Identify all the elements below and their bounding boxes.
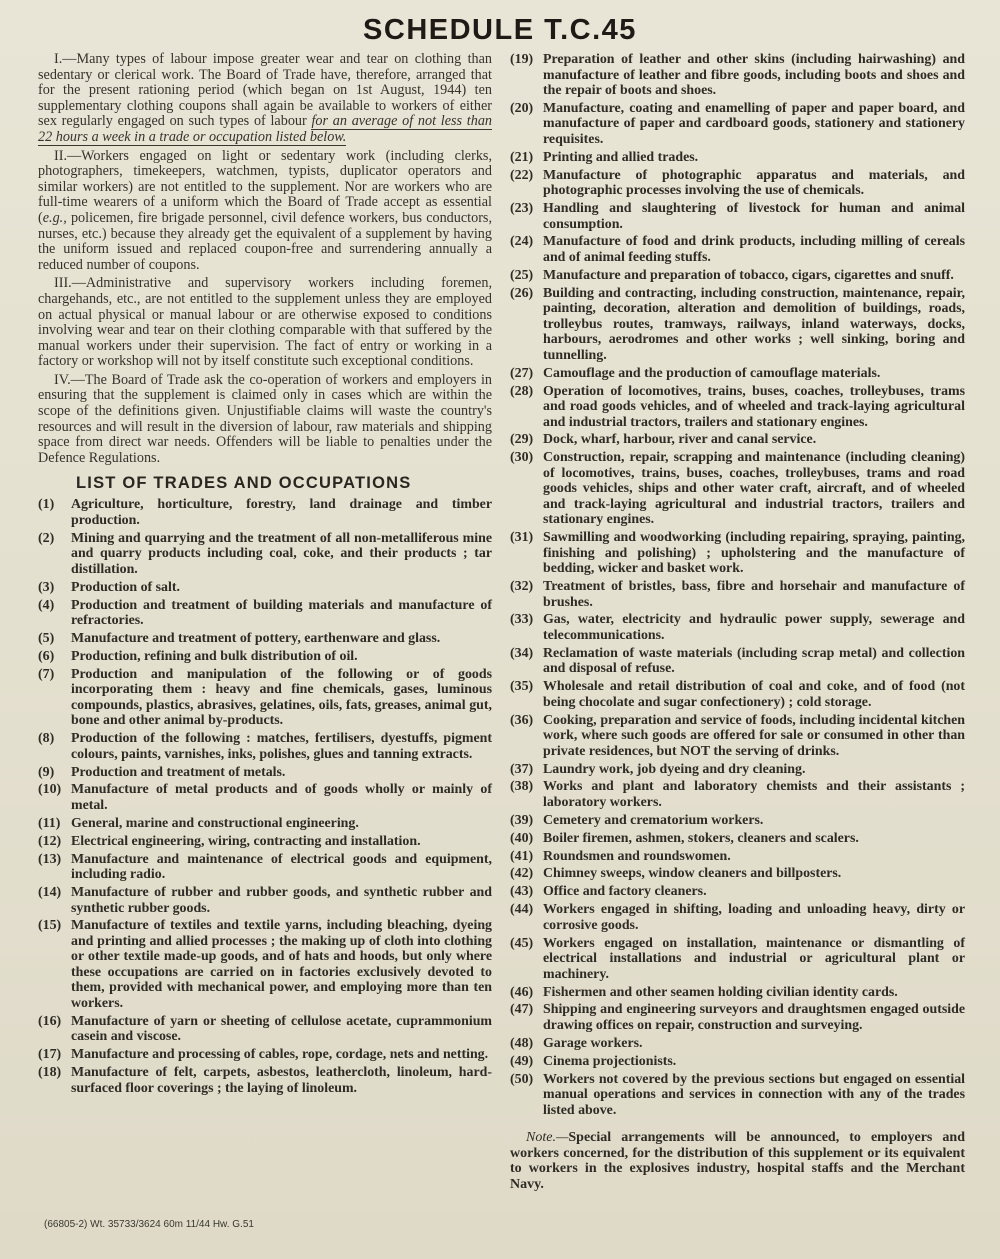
trade-number: (29) [510,432,534,448]
trade-number: (1) [38,497,55,513]
trade-list-item [38,885,492,916]
trade-number: (20) [510,100,534,116]
trade-text: Manufacture and processing of cables, rope, cordage, nets and netting. [71,1047,489,1063]
trade-number: (21) [510,149,534,165]
trade-number: (25) [510,267,534,283]
trade-text: Manufacture and preparation of tobacco, cigars, cigarettes and snuff. [543,267,954,283]
trade-number: (41) [510,848,534,864]
trade-number: (10) [38,782,62,798]
trade-number: (2) [38,530,55,546]
trade-list-item [38,765,492,781]
trade-text: Manufacture of rubber and rubber goods, and synthetic rubber and synthetic rubber goods. [71,885,492,916]
trade-number: (45) [510,935,534,951]
trade-text: Printing and allied trades. [543,149,699,165]
trade-number: (50) [510,1071,534,1087]
trade-text: Reclamation of waste materials (including scrap metal) and collection and disposal of refuse. [543,645,965,677]
trade-text: Manufacture of food and drink products, including milling of cereals and of animal feeding stuffs. [543,234,965,265]
trade-text: Production of salt. [71,579,180,595]
trade-number: (6) [38,648,55,664]
trade-list-item [510,1036,965,1052]
trade-text: Agriculture, horticulture, forestry, land drainage and timber production. [71,497,492,528]
trade-list-item [510,646,965,677]
trade-list-item [510,679,965,710]
trade-text: Workers engaged in shifting, loading and unloading heavy, dirty or corrosive goods. [543,902,965,933]
trade-list-item [510,884,965,900]
trade-text: Cinema projectionists. [543,1053,677,1069]
trade-text: Building and contracting, including construction, maintenance, repair, painting, decoration, alteration and demolition of buildings, roads, trolleybus routes, tramways, railways, inland waterways, docks, harbours, aerodromes and other works ; well sinking, boring and tunnelling. [543,285,965,363]
trade-list-item [38,631,492,647]
trade-list-item [38,531,492,578]
trade-text: Gas, water, electricity and hydraulic power supply, sewerage and telecommunications. [543,612,965,643]
trade-list-item [510,384,965,431]
trade-text: Workers engaged on installation, maintenance or dismantling of electrical installations and industrial or agricultural plant or machinery. [543,935,965,982]
trade-number: (13) [38,851,62,867]
trade-list-item [510,168,965,199]
trades-list-left [38,497,492,1096]
trade-text: Production of the following : matches, fertilisers, dyestuffs, pigment colours, paints, varnishes, inks, polishes, glues and tanning extracts. [71,731,492,762]
trade-number: (7) [38,666,55,682]
trade-text: Manufacture of textiles and textile yarns, including bleaching, dyeing and printing and allied processes ; the making up of cloth into clothing or other textile made-up goods, and of hats and hoods, but only where these occupations are carried on in factories exclusively devoted to them, provided with mechanical power, and employing more than ten workers. [71,918,492,1011]
trade-text: Cooking, preparation and service of foods, including incidental kitchen work, where such goods are offered for sale or consumed in other than private residences, but NOT the serving of drinks. [543,712,965,759]
paragraph-1-emphasis: for an average of not less than 22 hours a week in a trade or occupation listed below. [38,113,493,145]
trade-number: (49) [510,1053,534,1069]
trade-number: (19) [510,52,534,67]
trade-list-item [510,985,965,1001]
trade-list-item [510,779,965,810]
trade-number: (42) [510,866,534,882]
trade-number: (31) [510,530,534,546]
trade-number: (46) [510,984,534,1000]
trade-list-item [510,1054,965,1070]
trade-list-item [510,201,965,232]
trade-number: (5) [38,631,55,646]
trade-list-item [38,852,492,883]
trade-list-item [38,1047,492,1063]
trade-list-item [38,598,492,629]
trade-list-item [510,52,965,99]
trades-list-right [510,52,965,1118]
trade-number: (43) [510,884,534,900]
trade-text: Camouflage and the production of camouflage materials. [543,365,881,381]
trade-list-item [510,1002,965,1033]
trade-list-item [38,1065,492,1096]
note-text: Special arrangements will be announced, to employers and workers concerned, for the distribution of this supplement or its equivalent to workers in the explosives industry, hospital staffs and the Merchant Navy. [510,1130,965,1192]
trade-number: (37) [510,761,534,777]
trade-list-item [510,530,965,577]
trade-text: Treatment of bristles, bass, fibre and horsehair and manufacture of brushes. [543,579,965,610]
trade-text: Manufacture and maintenance of electrical goods and equipment, including radio. [71,851,492,883]
trade-number: (33) [510,612,534,628]
trade-number: (36) [510,712,534,728]
trade-text: Operation of locomotives, trains, buses, coaches, trolleybuses, trams and road goods vehicles, and of wheeled and track-laying agricultural and industrial tractors, trailers and stationary engines. [543,383,965,430]
trade-number: (3) [38,579,55,595]
trade-number: (30) [510,450,534,466]
trade-list-item [38,834,492,850]
trade-number: (26) [510,285,534,301]
left-column [38,52,492,1098]
trade-number: (17) [38,1047,62,1063]
trade-number: (22) [510,167,534,183]
trade-text: General, marine and constructional engineering. [71,815,359,831]
trade-list-item [38,1014,492,1045]
trade-text: Laundry work, job dyeing and dry cleaning. [543,761,806,777]
trade-number: (40) [510,830,534,846]
trade-number: (12) [38,833,62,849]
trade-list-item [510,450,965,528]
trade-text: Garage workers. [543,1035,643,1051]
trade-list-item [510,831,965,847]
trade-list-item [38,497,492,528]
trade-number: (38) [510,779,534,795]
trade-number: (39) [510,812,534,828]
trade-number: (14) [38,885,62,901]
paragraph-4: IV.—The Board of Trade ask the co-operation of workers and employers in ensuring that the supplement is claimed only in cases which are within the scope of the definitions given. Unjustifiable claims will waste the country's resources and will result in the diversion of labour, raw materials and shipping space from direct war needs. Offenders will be liable to penalties under the Defence Regulations. [38,371,492,466]
trade-text: Mining and quarrying and the treatment of all non-metalliferous mine and quarry products including coal, coke, and their products ; tar distillation. [71,530,492,577]
trade-text: Sawmilling and woodworking (including repairing, spraying, painting, finishing and polishing) ; upholstering and the manufacture of bedding, wicker and basket work. [543,530,965,577]
trade-number: (4) [38,597,55,613]
right-column [510,52,965,1206]
trade-text: Cemetery and crematorium workers. [543,812,764,828]
trade-list-item [510,150,965,166]
trade-list-item [510,849,965,865]
trade-list-item [510,1072,965,1119]
trade-list-item [510,366,965,382]
trade-text: Preparation of leather and other skins (including hairwashing) and manufacture of leather and fibre goods, including boots and shoes and the repair of boots and shoes. [543,52,965,98]
trade-text: Production and manipulation of the following or of goods incorporating them : heavy and fine chemicals, gases, luminous compounds, plastics, abrasives, gelatines, oils, fats, greases, animal gut, bone and other animal by-products. [71,666,492,729]
trade-number: (44) [510,902,534,918]
trade-text: Roundsmen and roundswomen. [543,848,731,864]
trade-text: Works and plant and laboratory chemists and their assistants ; laboratory workers. [543,779,965,810]
trade-text: Handling and slaughtering of livestock for human and animal consumption. [543,201,965,232]
trade-list-item [510,866,965,882]
trade-list-item [38,667,492,729]
trade-number: (35) [510,679,534,695]
trade-text: Office and factory cleaners. [543,884,707,900]
note-lead: Note.— [526,1130,569,1146]
trade-list-item [510,579,965,610]
trade-number: (32) [510,579,534,595]
trade-text: Fishermen and other seamen holding civilian identity cards. [543,984,898,1000]
trade-list-item [38,918,492,1011]
trade-text: Wholesale and retail distribution of coal and coke, and of food (not being chocolate and sugar confectionery) ; cold storage. [543,679,965,710]
trade-number: (47) [510,1002,534,1018]
trade-number: (34) [510,645,534,661]
trade-list-item [38,816,492,832]
trade-number: (24) [510,234,534,250]
trade-number: (8) [38,731,55,747]
trade-list-item [510,234,965,265]
trade-list-item [510,936,965,983]
print-reference: (66805-2) Wt. 35733/3624 60m 11/44 Hw. G.51 [44,1219,254,1230]
trade-number: (18) [38,1065,62,1081]
trade-list-item [38,649,492,665]
trade-text: Electrical engineering, wiring, contracting and installation. [71,833,421,849]
trade-number: (27) [510,365,534,381]
trade-number: (28) [510,383,534,399]
paragraph-3: III.—Administrative and supervisory workers including foremen, chargehands, etc., are not entitled to the supplement unless they are employed on actual physical or manual labour or are otherwise exposed to conditions involving wear and tear on their clothing comparable with that suffered by the manual workers under their supervision. The fact of entry or working in a factory or workshop will not by itself constitute such exceptional conditions. [38,275,492,370]
trade-list-item [510,713,965,760]
trade-text: Construction, repair, scrapping and maintenance (including cleaning) of locomotives, trains, buses, coaches, trolleybuses, trams and road goods vehicles, ships and other water craft, aircraft, and of wheeled and track-laying agricultural and industrial tractors, trailers and stationary engines. [543,450,965,528]
trade-number: (9) [38,764,55,780]
trade-text: Manufacture and treatment of pottery, earthenware and glass. [71,631,441,646]
trade-list-item [510,612,965,643]
trade-text: Boiler firemen, ashmen, stokers, cleaners and scalers. [543,830,859,846]
trade-list-item [510,902,965,933]
trade-text: Manufacture of photographic apparatus and materials, and photographic processes involving the use of chemicals. [543,167,965,199]
trade-list-item [510,101,965,148]
trade-number: (15) [38,918,62,934]
trade-text: Manufacture of yarn or sheeting of cellulose acetate, cuprammonium casein and viscose. [71,1013,492,1045]
trade-text: Production, refining and bulk distribution of oil. [71,648,358,664]
paragraph-1: I.—Many types of labour impose greater wear and tear on clothing than sedentary or clerical work. The Board of Trade have, therefore, arranged that for the present rationing period (which began on 1st August, 1944) ten supplementary clothing coupons shall again be available to workers of either sex regularly engaged on such types of labour for an average of not less than 22 hours a week in a trade or occupation listed below. [38,51,493,145]
trade-number: (16) [38,1013,62,1029]
trade-text: Production and treatment of building materials and manufacture of refractories. [71,597,492,629]
trade-list-item [38,731,492,762]
note-paragraph [510,1130,965,1192]
trade-number: (11) [38,815,61,831]
trade-text: Manufacture of felt, carpets, asbestos, leathercloth, linoleum, hard-surfaced floor coverings ; the laying of linoleum. [71,1065,492,1096]
trade-list-item [510,432,965,448]
trade-list-item [510,813,965,829]
trade-text: Manufacture of metal products and of goods wholly or mainly of metal. [71,782,492,813]
list-heading: LIST OF TRADES AND OCCUPATIONS [76,474,412,493]
trade-list-item [38,580,492,596]
trade-text: Dock, wharf, harbour, river and canal service. [543,432,817,448]
trade-text: Chimney sweeps, window cleaners and billposters. [543,866,842,882]
trade-list-item [510,268,965,284]
trade-number: (48) [510,1035,534,1051]
trade-text: Workers not covered by the previous sections but engaged on essential manual operations and services in connection with any of the trades listed above. [543,1071,965,1118]
trade-text: Shipping and engineering surveyors and draughtsmen engaged outside drawing offices on repair, construction and surveying. [543,1002,965,1033]
trade-list-item [510,762,965,778]
trade-list-item [510,286,965,364]
trade-text: Manufacture, coating and enamelling of paper and paper board, and manufacture of paper and cardboard goods, stationery and stationery requisites. [543,100,965,147]
document-title: SCHEDULE T.C.45 [363,14,637,46]
paragraph-2: II.—Workers engaged on light or sedentary work (including clerks, photographers, timekeepers, watchmen, typists, duplicator operators and similar workers) are not entitled to the supplement. Nor are workers who are full-time wearers of a uniform which the Board of Trade accept as essential (e.g., policemen, fire brigade personnel, civil defence workers, bus conductors, nurses, etc.) because they already get the equivalent of a supplement by having the uniform issued and replaced coupon-free and surrendering annually a reduced number of coupons. [38,147,492,273]
trade-list-item [38,782,492,813]
trade-number: (23) [510,201,534,217]
trade-text: Production and treatment of metals. [71,764,286,780]
